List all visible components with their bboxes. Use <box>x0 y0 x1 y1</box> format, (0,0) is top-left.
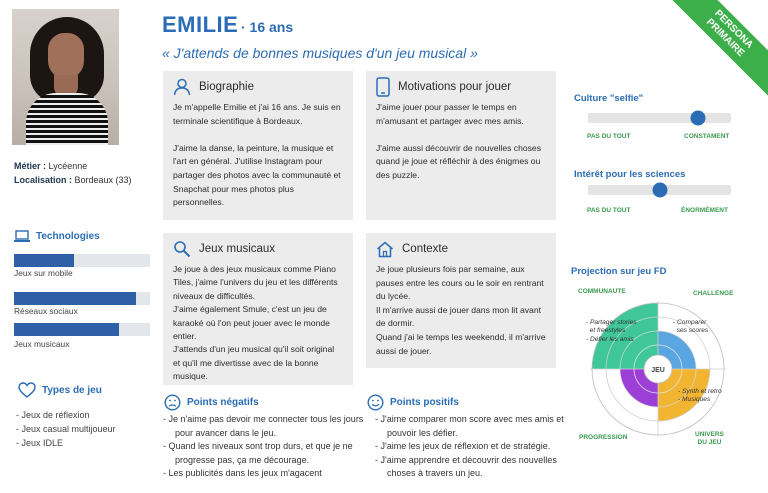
projection-radar <box>585 296 731 442</box>
quadrant-univers: UNIVERS DU JEU <box>695 431 724 446</box>
list-item: - Quand les niveaux sont trop durs, et que je ne progresse pas, ça me décourage. <box>163 441 353 465</box>
list-item: - Jeux de réflexion <box>16 410 90 420</box>
negatives-list <box>163 413 367 481</box>
quadrant-progression: PROGRESSION <box>579 434 628 441</box>
motivations-text: J'aime jouer pour passer le temps en m'amusant et partager avec mes amis. J'aime aussi découvrir de nouvelles choses quand je joue et réfléchir à des énigmes ou des puzzle. <box>376 102 542 180</box>
note-communaute: - Partager stories et freestyles - Défier les amis <box>586 319 637 343</box>
slider-selfie-track <box>588 113 731 123</box>
tech-label-social: Réseaux sociaux <box>14 306 78 316</box>
music-games-text: Je joue à des jeux musicaux comme Piano Tiles, j'aime l'univers du jeu et les différents niveaux de difficultés. J'aime également Smule, c'est un jeu de karaoké où l'on peut jouer avec le monde entier. J'attends d'un jeu musical qu'il soit original et qu'il me divertisse avec de la bonne musique. <box>173 264 338 382</box>
technologies-title: Technologies <box>14 230 100 243</box>
slider-science-title: Intérêt pour les sciences <box>574 169 686 180</box>
positives-title: Points positifs <box>367 394 459 411</box>
user-icon <box>173 78 191 96</box>
persona-photo <box>12 9 119 145</box>
persona-ribbon: PERSONA PRIMAIRE <box>658 0 768 105</box>
slider-selfie-title: Culture "selfie" <box>574 93 644 104</box>
tech-bar-social <box>14 292 150 305</box>
persona-age: · 16 ans <box>241 19 294 35</box>
game-types-list <box>16 408 116 450</box>
location-line: Localisation : Bordeaux (33) <box>14 175 132 185</box>
list-item: - Je n'aime pas devoir me connecter tous les jours pour avancer dans le jeu. <box>163 414 364 438</box>
smartphone-icon <box>376 77 390 97</box>
slider-selfie-min: PAS DU TOUT <box>587 133 631 140</box>
positives-list <box>375 413 575 481</box>
list-item: - Jeux casual multijoueur <box>16 424 116 434</box>
motivations-card: Motivations pour jouer J'aime jouer pour passer le temps en m'amusant et partager avec mes amis. J'aime aussi découvrir de nouvelles choses quand je joue et réfléchir à des énigmes ou des puzzle. <box>366 71 556 220</box>
music-games-card: Jeux musicaux Je joue à des jeux musicaux comme Piano Tiles, j'aime l'univers du jeu et les différents niveaux de difficultés. J'aime également Smule, c'est un jeu de karaoké où l'on peut jouer avec le monde entier. J'attends d'un jeu musical qu'il soit original et qu'il me divertisse avec de la bonne musique. <box>163 233 353 385</box>
slider-science-max: ÉNORMÉMENT <box>681 207 728 214</box>
slider-selfie-knob <box>691 111 706 126</box>
projection-title: Projection sur jeu FD <box>571 266 667 277</box>
laptop-icon <box>14 230 30 243</box>
persona-name: EMILIE <box>162 12 239 37</box>
slider-selfie-max: CONSTAMENT <box>684 133 730 140</box>
context-text: Je joue plusieurs fois par semaine, aux pauses entre les cours ou le soir en rentrant du lycée. Il m'arrive aussi de jouer dans mon lit avant de dormir. Quand j'ai le temps les weekendd, il m'arrive aussi de jouer. <box>376 264 546 356</box>
game-types-title: Types de jeu <box>18 382 102 398</box>
search-icon <box>173 240 191 258</box>
context-card: Contexte Je joue plusieurs fois par semaine, aux pauses entre les cours ou le soir en rentrant du lycée. Il m'arrive aussi de jouer dans mon lit avant de dormir. Quand j'ai le temps les weekendd, il m'arrive aussi de jouer. <box>366 233 556 368</box>
persona-quote: « J'attends de bonnes musiques d'un jeu musical » <box>162 45 478 61</box>
list-item: - J'aime comparer mon score avec mes amis et pouvoir les défier. <box>375 414 564 438</box>
home-icon <box>376 241 394 258</box>
list-item: - J'aime apprendre et découvrir des nouvelles choses à travers un jeu. <box>375 454 557 478</box>
biography-card: Biographie Je m'appelle Emilie et j'ai 16 ans. Je suis en terminale scientifique à Bordeaux. J'aime la danse, la peinture, la musique et l'art en général. J'utilise Instagram pour partager des photos avec la communauté et Snapchat pour mes photos plus personnelles. <box>163 71 353 220</box>
tech-label-music: Jeux musicaux <box>14 339 70 349</box>
quadrant-communaute: COMMUNAUTE <box>578 288 626 295</box>
list-item: - Jeux IDLE <box>16 438 64 448</box>
tech-bar-mobile <box>14 254 150 267</box>
slider-science-knob <box>652 183 667 198</box>
quadrant-challenge: CHALLENGE <box>693 290 734 297</box>
list-item: - J'aime les jeux de réflexion et de stratégie. <box>375 441 551 451</box>
note-challenge: - Comparer ses scores <box>673 319 709 335</box>
smile-face-icon <box>367 394 384 411</box>
note-univers: - Synth et retro - Musiques <box>678 388 722 404</box>
tech-label-mobile: Jeux sur mobile <box>14 268 73 278</box>
slider-science-min: PAS DU TOUT <box>587 207 631 214</box>
tech-bar-music <box>14 323 150 336</box>
biography-text: Je m'appelle Emilie et j'ai 16 ans. Je suis en terminale scientifique à Bordeaux. J'aime la danse, la peinture, la musique et l'art en général. J'utilise Instagram pour partager des photos avec la communauté et Snapchat pour mes photos plus personnelles. <box>173 102 341 208</box>
projection-center-label: JEU <box>651 367 665 374</box>
sad-face-icon <box>164 394 181 411</box>
heart-icon <box>18 382 36 398</box>
list-item: - Les publicités dans les jeux m'agacent <box>163 468 322 478</box>
job-line: Métier : Lycéenne <box>14 161 88 171</box>
negatives-title: Points négatifs <box>164 394 259 411</box>
